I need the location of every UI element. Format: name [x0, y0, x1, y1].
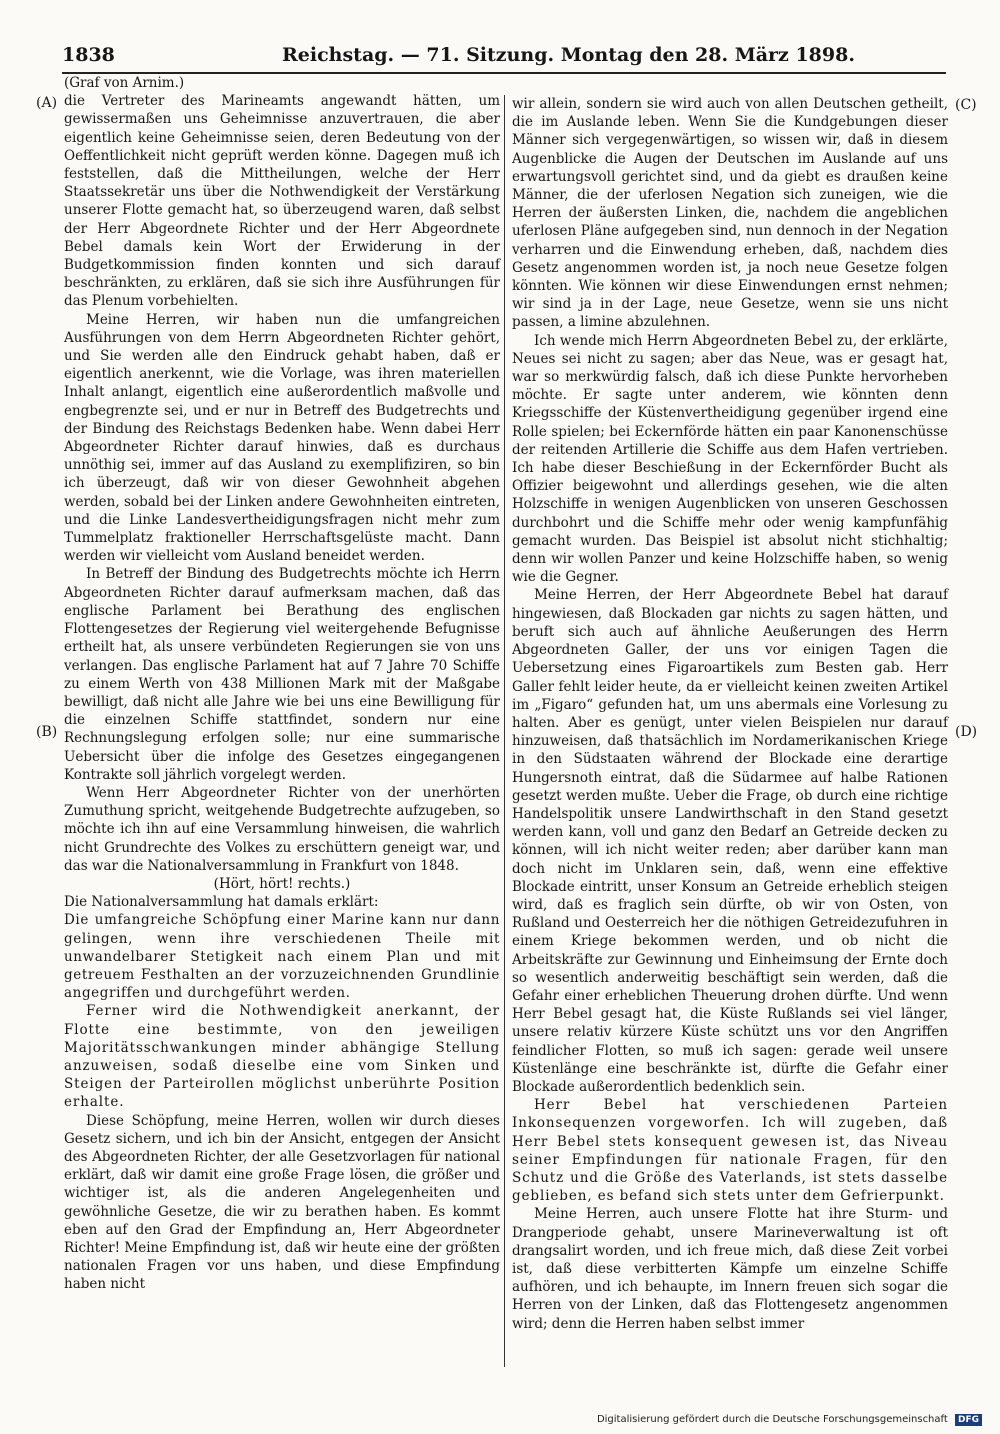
right-column: [512, 95, 948, 1333]
running-title: Reichstag. — 71. Sitzung. Montag den 28. März 1898.: [282, 44, 855, 66]
paragraph: Meine Herren, auch unsere Flotte hat ihre Sturm- und Drangperiode gehabt, unsere Marineverwaltung ist oft drangsalirt worden, und ich freue mich, daß diese Zeit vorbei ist, daß diese verbitterten Kämpfe um einzelne Schiffe aufhören, und ich behaupte, im Innern freuen sich sogar die Herren von der Linken, daß das Flottengesetz angenommen wird; denn die Herren haben selbst immer: [512, 1206, 948, 1332]
paragraph: die Vertreter des Marineamts angewandt hätten, um gewissermaßen uns Geheimnisse anzuvertrauen, die aber eigentlich keine Geheimnisse seien, deren Bedeutung von der Oeffentlichkeit nicht geprüft werden könne. Dagegen muß ich feststellen, daß die Mittheilungen, welche der Herr Staatssekretär uns über die Nothwendigkeit der Verstärkung unserer Flotte gemacht hat, so überzeugend waren, daß selbst der Herr Abgeordnete Richter und der Herr Abgeordnete Bebel damals kein Wort der Erwiderung in der Budgetkommission finden konnten und sich darauf beschränkten, zu erklären, daß sie sich ihre Ausführungen für das Plenum vorbehielten.: [64, 93, 500, 310]
footer-credit: [597, 1414, 982, 1426]
margin-mark-b: (B): [36, 724, 58, 740]
paragraph: Wenn Herr Abgeordneter Richter von der unerhörten Zumuthung spricht, weitgehende Budgetrechte aufzugeben, so möchte ich ihn auf eine Versammlung hinweisen, die wahrlich nicht Grundrechte des Volkes zu erschüttern geneigt war, und das war die Nationalversammlung in Frankfurt von 1848.: [64, 784, 500, 874]
paragraph: Ich wende mich Herrn Abgeordneten Bebel zu, der erklärte, Neues sei nicht zu sagen; aber das Neue, was er gesagt hat, war so merkwürdig falsch, daß ich diese Punkte hervorheben möchte. Er sagte unter anderem, wie könnten denn Kriegsschiffe der Küstenvertheidigung gegenüber irgend eine Rolle spielen; bei Eckernförde hätten ein paar Kanonenschüsse der reitenden Artillerie die Schiffe aus dem Hafen vertrieben. Ich habe dieser Beschießung in der Eckernförder Bucht als Offizier beigewohnt und allerdings gesehen, wie die alten Holzschiffe in wenigen Augenblicken von unseren Geschossen durchbohrt und die Schiffe mehr oder wenig kampfunfähig gemacht wurden. Das Beispiel ist absolut nicht stichhaltig; denn wir wollen Panzer und keine Holzschiffe haben, so wenig wie die Gegner.: [512, 332, 948, 586]
page-number: 1838: [62, 44, 115, 66]
footer-text: Digitalisierung gefördert durch die Deutsche Forschungsgemeinschaft: [596, 1414, 948, 1425]
paragraph: Herr Bebel hat verschiedenen Parteien Inkonsequenzen vorgeworfen. Ich will zugeben, daß Herr Bebel stets konsequent gewesen ist, das Niveau seiner Empfindungen für nationale Fragen, für den Schutz und die Größe des Vaterlands, ist stets dasselbe geblieben, es befand sich stets unter dem Gefrierpunkt.: [512, 1097, 948, 1205]
dfg-logo: DFG: [955, 1414, 982, 1426]
paragraph: In Betreff der Bindung des Budgetrechts möchte ich Herrn Abgeordneten Richter darauf aufmerksam machen, daß das englische Parlament bei Berathung des englischen Flottengesetzes der Regierung viel weitergehende Befugnisse ertheilt hat, als unsere verbündeten Regierungen sie von uns verlangen. Das englische Parlament hat auf 7 Jahre 70 Schiffe zu einem Werth von 438 Millionen Mark mit der Maßgabe bewilligt, daß nicht alle Jahre wie bei uns eine Bewilligung für die einzelnen Schiffe stattfindet, sondern nur eine Rechnungslegung erfolgen solle; nur eine summarische Uebersicht über die infolge des Gesetzes eingegangenen Kontrakte soll jährlich vorgelegt werden.: [64, 566, 500, 783]
paragraph: Ferner wird die Nothwendigkeit anerkannt, der Flotte eine bestimmte, von den jeweiligen Majoritätsschwankungen minder abhängige Stellung anzuweisen, sodaß dieselbe eine vom Sinken und Steigen der Parteirollen möglichst unberührte Position erhalte.: [64, 1003, 500, 1111]
left-column: [64, 74, 500, 1294]
paragraph: Meine Herren, der Herr Abgeordnete Bebel hat darauf hingewiesen, daß Blockaden gar nichts zu sagen hätten, und beruft sich auch auf ähnliche Aeußerungen des Herrn Abgeordneten Galler, der uns vor einigen Tagen die Uebersetzung eines Figaroartikels zum Besten gab. Herr Galler fehlt leider heute, da er vielleicht keinen zweiten Artikel im „Figaro“ gefunden hat, um uns abermals eine Vorlesung zu halten. Aber es genügt, unter vielen Beispielen nur darauf hinzuweisen, daß thatsächlich im Nordamerikanischen Kriege in den Südstaaten während der Blockade eine derartige Hungersnoth eintrat, daß die Südarmee auf halbe Rationen gesetzt werden mußte. Ueber die Frage, ob durch eine richtige Handelspolitik unsere Landwirthschaft in den Stand gesetzt werden kann, voll und ganz den Bedarf an Getreide decken zu können, will ich nicht weiter reden; aber darüber kann man doch nicht im Unklaren sein, daß, wenn eine effektive Blockade eintritt, unser Konsum an Getreide erheblich steigen wird, daß es fraglich sein dürfte, ob wir von Osten, von Rußland und Oesterreich her die nöthigen Getreidezufuhren in einem Kriege bekommen werden, und ob nicht die Arbeitskräfte zur Gewinnung und Einheimsung der Ernte doch so wesentlich anderweitig beschäftigt sein werden, daß die Gefahr einer erheblichen Theuerung drohen dürfte. Und wenn Herr Bebel gesagt hat, die Küste Rußlands sei viel länger, unsere relativ kürzere Küste schützt uns vor den Angriffen feindlicher Flotten, so muß ich sagen: gerade weil unsere Küstenlänge eine beschränkte ist, dürfte die Gefahr einer Blockade außerordentlich bedenklich sein.: [512, 587, 948, 1095]
margin-mark-d: (D): [955, 724, 978, 740]
interjection: (Hört, hört! rechts.): [213, 875, 351, 892]
margin-mark-c: (C): [955, 97, 977, 113]
column-divider: [504, 95, 505, 1367]
block-quote: Die umfangreiche Schöpfung einer Marine kann nur dann gelingen, wenn ihre verschiedenen Theile mit unwandelbarer Stetigkeit nach einem Plan und mit getreuem Festhalten an der vorzuzeichnenden Grundlinie angegriffen und durchgeführt werden.: [64, 912, 500, 1002]
paragraph: Diese Schöpfung, meine Herren, wollen wir durch dieses Gesetz sichern, und ich bin der Ansicht, entgegen der Ansicht des Abgeordneten Richter, der alle Gesetzvorlagen für national erklärt, daß wir damit eine große Frage lösen, die größer und wichtiger ist, als die anderen Angelegenheiten und gewöhnliche Gesetze, die wir zu berathen haben. Es kommt eben auf den Grad der Empfindung an, Herr Abgeordneter Richter! Meine Empfindung ist, daß wir heute eine der größten nationalen Fragen vor uns haben, und diese Empfindung haben nicht: [64, 1112, 500, 1293]
speaker-label: (Graf von Arnim.): [64, 75, 185, 91]
paragraph: wir allein, sondern sie wird auch von allen Deutschen getheilt, die im Auslande leben. Wenn Sie die Kundgebungen dieser Männer sich vergegenwärtigen, so wissen wir, daß in diesem Augenblicke die Augen der Deutschen im Auslande auf uns erwartungsvoll gerichtet sind, und da giebt es draußen keine Männer, die der uferlosen Negation sich zuneigen, wie die Herren der äußersten Linken, die, nachdem die angeblichen uferlosen Pläne aufgegeben sind, nun dennoch in der Negation verharren und die Einwendung erheben, daß, nachdem dies Gesetz angenommen worden ist, ja noch neue Gesetze folgen könnten. Wie können wir diese Einwendungen ernst nehmen; wir sind ja in der Lage, neue Gesetze, wenn sie uns nicht passen, a limine abzulehnen.: [512, 96, 948, 331]
paragraph: Meine Herren, wir haben nun die umfangreichen Ausführungen von dem Herrn Abgeordneten Richter gehört, und Sie werden alle den Eindruck gehabt haben, daß er eigentlich anerkennt, wie die Vorlage, was ihren materiellen Inhalt anlangt, eigentlich eine außerordentlich maßvolle und engbegrenzte sei, und er nur in Betreff des Budgetrechts und der Bindung des Reichstags Bedenken habe. Wenn dabei Herr Abgeordneter Richter darauf hinwies, daß es durchaus unnöthig sei, immer auf das Ausland zu exemplifiziren, so bin ich überzeugt, daß wir von dieser Gewohnheit abgehen werden, sobald bei der Linken andere Gewohnheiten eintreten, und die Linke Landesvertheidigungsfragen nicht mehr zum Tummelplatz fraktioneller Herrschaftsgelüste macht. Dann werden wir vielleicht vom Ausland beneidet werden.: [64, 311, 500, 565]
paragraph: Die Nationalversammlung hat damals erklärt:: [64, 894, 379, 911]
page-header: [62, 44, 948, 72]
margin-mark-a: (A): [36, 95, 58, 111]
